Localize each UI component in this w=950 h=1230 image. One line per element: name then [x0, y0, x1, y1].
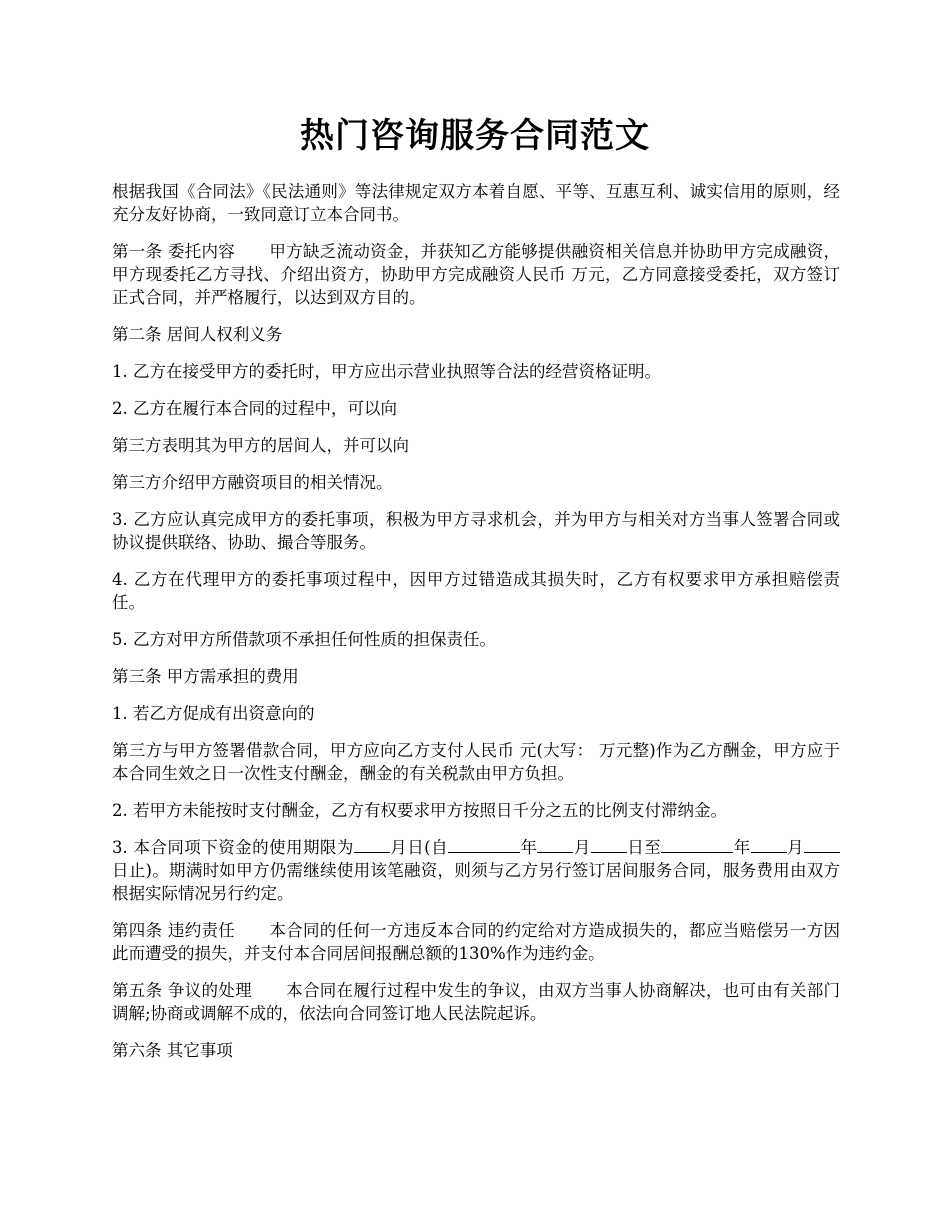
article-3-item-3-text-1: 3. 本合同项下资金的使用期限为	[112, 838, 354, 857]
blank-field[interactable]	[751, 836, 787, 853]
article-1	[112, 240, 840, 309]
article-2-item-4: 4. 乙方在代理甲方的委托事项过程中，因甲方过错造成其损失时，乙方有权要求甲方承担赔偿责任。	[112, 570, 840, 612]
article-3-item-1-line-2: 第三方与甲方签署借款合同，甲方应向乙方支付人民币 元(大写： 万元整)作为乙方酬金，甲方应于本合同生效之日一次性支付酬金，酬金的有关税款由甲方负担。	[112, 741, 840, 783]
article-2-heading: 第二条 居间人权利义务	[112, 325, 283, 344]
article-5-heading: 第五条 争议的处理	[112, 981, 252, 1000]
article-2-item-5: 5. 乙方对甲方所借款项不承担任何性质的担保责任。	[112, 630, 496, 649]
article-3-item-3-text-7: 月	[786, 838, 805, 857]
article-5-text: 本合同在履行过程中发生的争议，由双方当事人协商解决，也可由有关部门调解;协商或调解不成的，依法向合同签订地人民法院起诉。	[112, 981, 841, 1023]
blank-field[interactable]	[804, 836, 840, 853]
document-body	[112, 180, 840, 1076]
article-2-item-3: 3. 乙方应认真完成甲方的委托事项，积极为甲方寻求机会，并为甲方与相关对方当事人签署合同或协议提供联络、协助、撮合等服务。	[112, 510, 840, 552]
article-4-text: 本合同的任何一方违反本合同的约定给对方造成损失的，都应当赔偿另一方因此而遭受的损失，并支付本合同居间报酬总额的130%作为违约金。	[112, 921, 840, 963]
article-3-item-3-text-8: 日止)。期满时如甲方仍需继续使用该笔融资，则须与乙方另行签订居间服务合同，服务费用由双方根据实际情况另行约定。	[112, 861, 840, 903]
article-3-item-3-text-5: 日至	[626, 838, 662, 857]
blank-field[interactable]	[448, 836, 520, 853]
article-3-heading: 第三条 甲方需承担的费用	[112, 667, 299, 686]
article-2-item-2-line-2: 第三方表明其为甲方的居间人，并可以向	[112, 436, 409, 455]
blank-field[interactable]	[354, 836, 390, 853]
article-3-item-3-text-2: 月日(自	[389, 838, 449, 857]
article-3-item-3-text-6: 年	[733, 838, 751, 857]
blank-field[interactable]	[661, 836, 733, 853]
article-2-item-1: 1. 乙方在接受甲方的委托时，甲方应出示营业执照等合法的经营资格证明。	[112, 362, 661, 381]
article-2-item-2-line-3: 第三方介绍甲方融资项目的相关情况。	[112, 473, 393, 492]
article-1-text: 甲方缺乏流动资金，并获知乙方能够提供融资相关信息并协助甲方完成融资，甲方现委托乙方寻找、介绍出资方，协助甲方完成融资人民币 万元，乙方同意接受委托，双方签订正式合同，并严格履行，以达到双方目的。	[112, 242, 840, 307]
article-4	[112, 919, 840, 965]
article-3-item-1: 1. 若乙方促成有出资意向的	[112, 704, 315, 723]
article-4-heading: 第四条 违约责任	[112, 921, 236, 940]
article-1-heading: 第一条 委托内容	[112, 242, 236, 261]
article-3-item-3	[112, 836, 840, 905]
intro-paragraph: 根据我国《合同法》《民法通则》等法律规定双方本着自愿、平等、互惠互利、诚实信用的原则，经充分友好协商，一致同意订立本合同书。	[112, 182, 840, 224]
article-3-item-3-text-4: 月	[573, 838, 591, 857]
blank-field[interactable]	[591, 836, 627, 853]
article-5	[112, 979, 840, 1025]
article-2-item-2: 2. 乙方在履行本合同的过程中，可以向	[112, 399, 397, 418]
document-title: 热门咨询服务合同范文	[300, 116, 650, 156]
article-6-heading: 第六条 其它事项	[112, 1041, 233, 1060]
blank-field[interactable]	[537, 836, 573, 853]
article-3-item-3-text-3: 年	[520, 838, 538, 857]
article-3-item-2: 2. 若甲方未能按时支付酬金，乙方有权要求甲方按照日千分之五的比例支付滞纳金。	[112, 801, 727, 820]
